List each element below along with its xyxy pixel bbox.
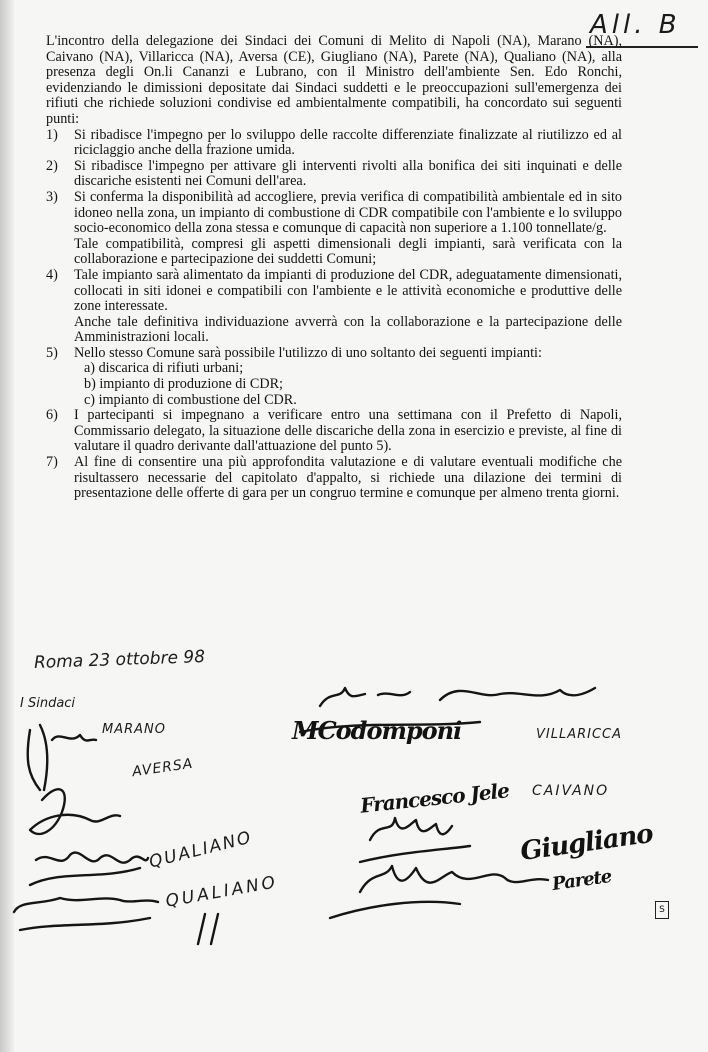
- point-text: Si conferma la disponibilità ad accogliere, previa verifica di compatibilità ambientale ed in sito idoneo nella zona, un impianto di combustione di CDR compatibile con l'ambiente e lo sviluppo socio-economico della zona stessa e comunque di capacità non superiore a 1.100 tonnellate/g.: [74, 188, 622, 237]
- point-number: 7): [46, 454, 58, 471]
- label-villaricca: VILLARICCA: [536, 727, 623, 742]
- attachment-label: All. B: [590, 10, 681, 40]
- point-number: 3): [46, 188, 58, 205]
- point-number: 4): [46, 266, 58, 283]
- label-marano: MARANO: [102, 722, 166, 737]
- signature-caivano-strokes: [360, 818, 470, 862]
- signature-parete: Parete: [550, 865, 613, 896]
- sub-item: b) impianto di produzione di CDR;: [84, 376, 283, 393]
- signature-aversa: [30, 789, 120, 834]
- label-qualiano-2: QUALIANO: [164, 872, 280, 912]
- signature-melito: [320, 688, 595, 706]
- point-text: Si ribadisce l'impegno per lo sviluppo delle raccolte differenziate finalizzate al riutilizzo ed al riciclaggio anche della frazione umida.: [74, 126, 622, 159]
- signature-qualiano-2: [14, 898, 158, 930]
- point-number: 5): [46, 344, 58, 361]
- label-aversa: AVERSA: [131, 755, 195, 781]
- signature-underline: [300, 722, 480, 732]
- point-note: Anche tale definitiva individuazione avverrà con la collaborazione e la partecipazione delle Amministrazioni locali.: [74, 313, 622, 346]
- signature-caivano: Francesco Jele: [359, 778, 510, 818]
- signature-villaricca: MCodomponi: [292, 716, 462, 745]
- label-qualiano-1: QUALIANO: [147, 827, 255, 873]
- signature-parete-strokes: [330, 866, 548, 918]
- signature-marano: [28, 725, 96, 790]
- point-text: Al fine di consentire una più approfondita valutazione e di valutare eventuali modifiche che risultassero necessarie del capitolato d'appalto, si richiede una dilazione dei termini di presentazione delle offerte di gara per un congruo termine e comunque per almeno trenta giorni.: [74, 454, 622, 502]
- signature-mark-11: [198, 914, 218, 944]
- point-note: Tale compatibilità, compresi gli aspetti dimensionali degli impianti, sarà verificata con la collaborazione e partecipazione dei suddetti Comuni;: [74, 235, 622, 268]
- signers-label: I Sindaci: [20, 696, 76, 711]
- point-text: Nello stesso Comune sarà possibile l'utilizzo di uno soltanto dei seguenti impianti:: [74, 344, 542, 361]
- page-mark: S: [655, 901, 669, 919]
- point-text: Tale impianto sarà alimentato da impianti di produzione del CDR, adeguatamente dimensionati, collocati in siti idonei e compatibili con l'ambiente e le attività economiche e produttive delle zone interessate.: [74, 266, 622, 315]
- sub-item: a) discarica di rifiuti urbani;: [84, 360, 244, 377]
- point-number: 6): [46, 407, 58, 424]
- point-number: 2): [46, 157, 58, 174]
- point-text: I partecipanti si impegnano a verificare entro una settimana con il Prefetto di Napoli, Commissario delegato, la situazione delle discariche della zona in esercizio e previste, al fine di valutare il quadro derivante dall'attuazione del punto 5).: [74, 407, 622, 455]
- point-text: Si ribadisce l'impegno per attivare gli interventi rivolti alla bonifica dei siti inquinati e delle discariche esistenti nei Comuni dell'area.: [74, 157, 622, 190]
- signature-qualiano: [30, 853, 148, 885]
- point-number: 1): [46, 126, 58, 143]
- signature-giugliano: Giugliano: [518, 818, 655, 868]
- intro-paragraph: L'incontro della delegazione dei Sindaci dei Comuni di Melito di Napoli (NA), Marano (NA), Caivano (NA), Villaricca (NA), Aversa (CE), Giugliano (NA), Parete (NA), Qualiano (NA), alla presenza degli On.li Cananzi e Lubrano, con il Ministro dell'ambiente Sen. Edo Ronchi, evidenziando le dimissioni depositate dai Sindaci suddetti e le preoccupazioni sull'emergenza dei rifiuti che richiede soluzioni condivise ed ambientalmente compatibili, ha concordato sui seguenti punti:: [46, 33, 622, 127]
- sub-item: c) impianto di combustione del CDR.: [84, 391, 297, 408]
- handwritten-date: Roma 23 ottobre 98: [33, 647, 206, 673]
- label-caivano: CAIVANO: [532, 783, 610, 799]
